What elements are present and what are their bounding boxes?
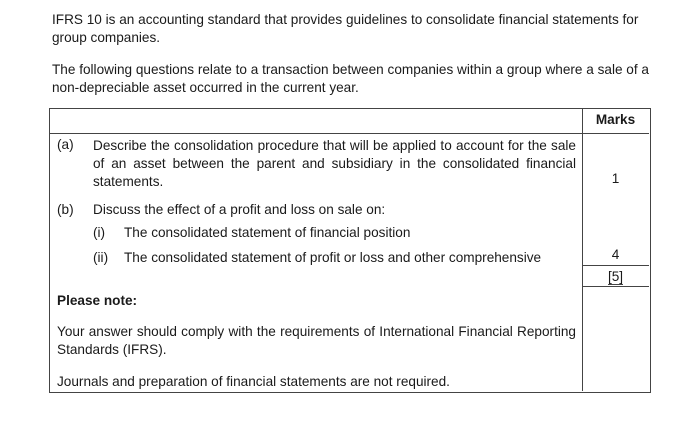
table-divider: [582, 133, 649, 134]
item-text: The consolidated statement of profit or loss and other comprehensive: [124, 250, 542, 265]
question-b-item-ii: [93, 250, 541, 265]
intro-paragraph-2: The following questions relate to a transaction between companies within a group where a sale of a non-depreciable asset occurred in the current year.: [52, 62, 649, 95]
total-marks: [582, 269, 649, 284]
table-divider: [49, 133, 582, 134]
item-text: The consolidated statement of financial position: [124, 225, 411, 240]
table-divider: [582, 265, 649, 266]
question-b-label: (b): [57, 202, 74, 217]
question-b-item-i: [93, 225, 410, 240]
question-a-marks: 1: [611, 171, 620, 186]
marks-header: Marks: [595, 112, 636, 127]
item-number: (i): [93, 225, 106, 240]
question-b-text: Discuss the effect of a profit and loss on sale on:: [93, 202, 386, 217]
question-a-text: Describe the consolidation procedure that will be applied to account for the sale of an asset between the parent and subsidiary in the consolidated financial statements.: [93, 138, 576, 189]
total-marks-value: [5]: [607, 269, 624, 284]
note-heading: Please note:: [57, 293, 138, 308]
question-a-label: (a): [57, 137, 74, 152]
question-b-marks: 4: [611, 247, 620, 262]
item-number: (ii): [93, 250, 109, 265]
note-ifrs-compliance: Your answer should comply with the requirements of International Financial Reporting Standards (IFRS).: [57, 324, 576, 357]
table-divider: [582, 286, 649, 287]
intro-paragraph-1: IFRS 10 is an accounting standard that provides guidelines to consolidate financial statements for group companies.: [52, 12, 639, 45]
note-journals: Journals and preparation of financial statements are not required.: [57, 374, 450, 389]
